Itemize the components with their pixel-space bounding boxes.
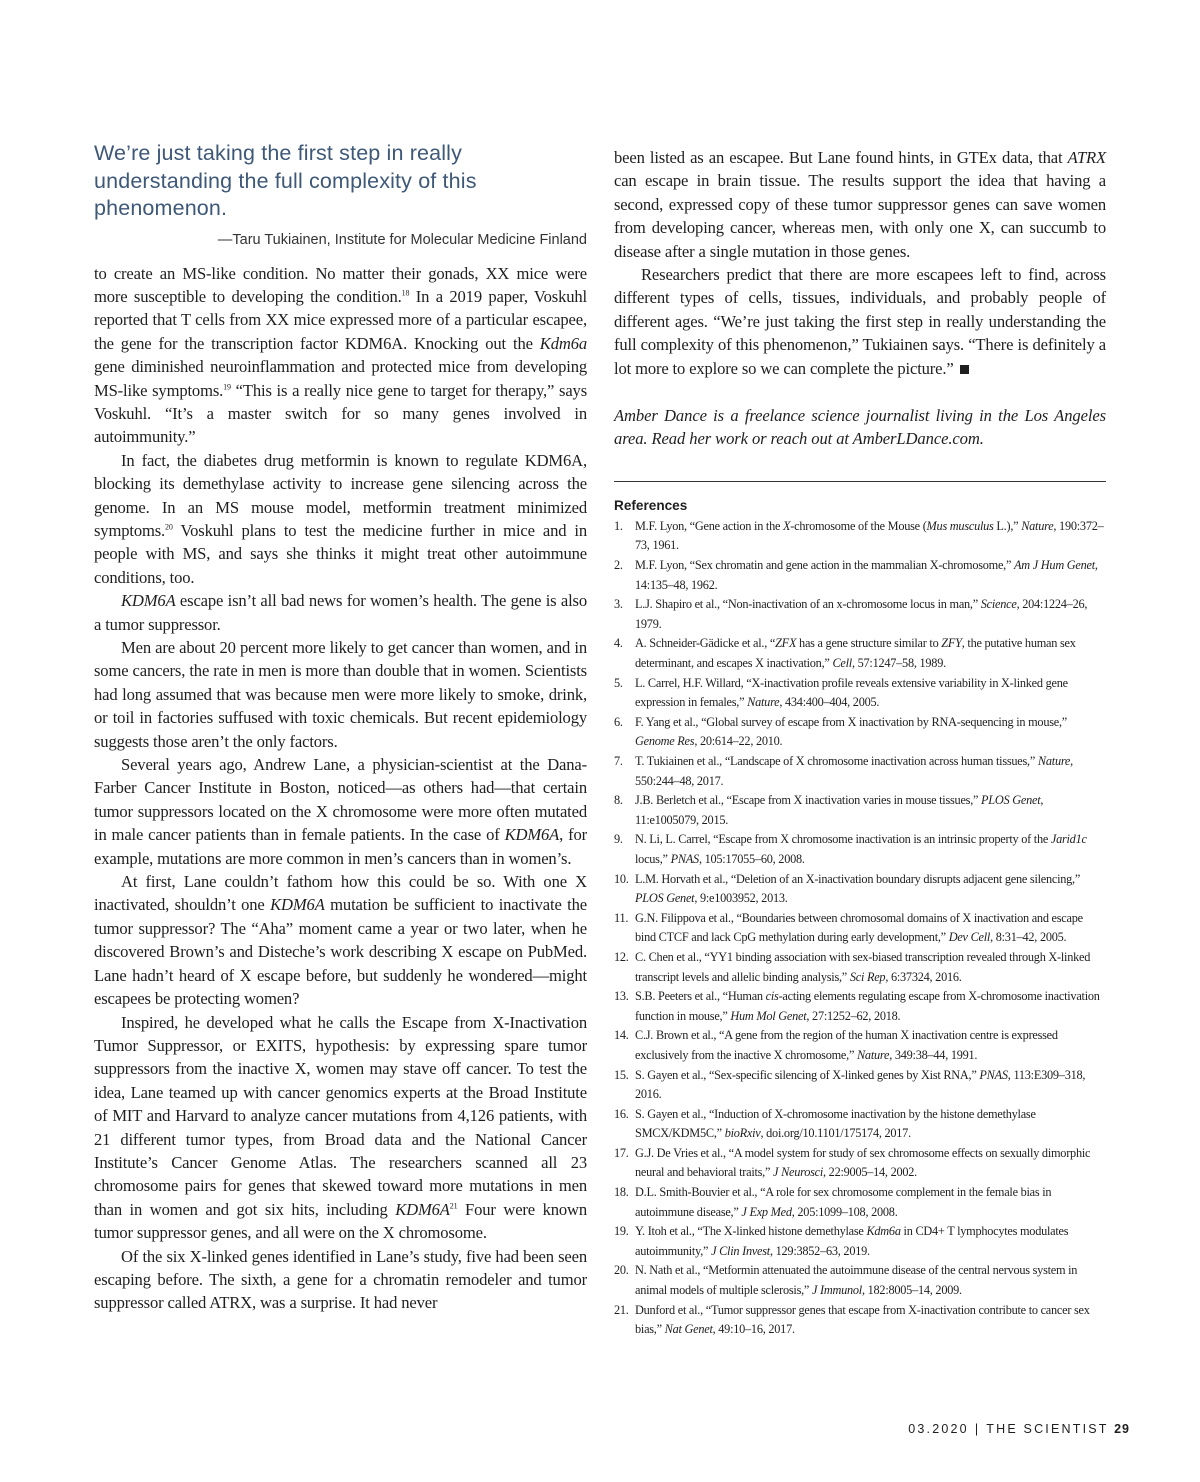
reference-item: 21. Dunford et al., “Tumor suppressor genes that escape from X-inactivation contribute to cancer sex bias,” Nat Genet, 49:10–16, 2017.	[614, 1302, 1090, 1337]
body-paragraph: Researchers predict that there are more escapees left to find, across different types of cells, tissues, individuals, and probably people of different ages. “We’re just taking the first step in really understanding the full complexity of this phenomenon,” Tukiainen says. “There is definitely a lot more to explore so we can complete the picture.”	[614, 265, 1106, 378]
issue-date: 03.2020	[908, 1422, 969, 1436]
reference-item: 17. G.J. De Vries et al., “A model system for study of sex chromosome effects on sexually dimorphic neural and behavioral traits,” J Neurosci, 22:9005–14, 2002.	[614, 1145, 1091, 1180]
body-paragraph: Of the six X-linked genes identified in Lane’s study, five had been seen escaping before. The sixth, a gene for a chromatin remodeler and tumor suppressor called ATRX, was a surprise. It had never	[94, 1246, 587, 1313]
body-paragraph: to create an MS-like condition. No matter their gonads, XX mice were more susceptible to developing the condition.$^{18}$ In a 2019 paper, Voskuhl reported that T cells from XX mice expressed more of a particular escapee, the gene for the transcription factor KDM6A. Knocking out the Kdm6a gene diminished neuroinflammation and protected mice from developing MS-like symptoms.$^{19}$ “This is a really nice gene to target for therapy,” says Voskuhl. “It’s a master switch for so many genes involved in autoimmunity.”	[94, 263, 587, 447]
reference-number: 14.	[614, 1028, 629, 1043]
author-bio: Amber Dance is a freelance science journalist living in the Los Angeles area. Read her work or reach out at AmberLDance.com.	[614, 406, 1106, 449]
footnote-ref: 19	[223, 382, 231, 391]
reference-item: 8. J.B. Berletch et al., “Escape from X inactivation varies in mouse tissues,” PLOS Genet, 11:e1005079, 2015.	[614, 793, 1044, 827]
reference-item: 9. N. Li, L. Carrel, “Escape from X chromosome inactivation is an intrinsic property of the Jarid1c locus,” PNAS, 105:17055–60, 2008.	[614, 832, 1087, 866]
left-column	[94, 140, 587, 1315]
end-mark-icon	[960, 365, 969, 374]
reference-item: 12. C. Chen et al., “YY1 binding association with sex-biased transcription revealed through X-linked transcript levels and allelic binding analysis,” Sci Rep, 6:37324, 2016.	[614, 949, 1091, 984]
body-paragraph: Several years ago, Andrew Lane, a physician-scientist at the Dana-Farber Cancer Institute in Boston, noticed—as others had—that certain tumor suppressors located on the X chromosome were more often mutated in male cancer patients than in female patients. In the case of KDM6A, for example, mutations are more common in men’s cancers than in women’s.	[94, 755, 587, 868]
reference-number: 21.	[614, 1302, 629, 1317]
reference-number: 20.	[614, 1263, 629, 1278]
reference-item: 11. G.N. Filippova et al., “Boundaries between chromosomal domains of X inactivation and escape bind CTCF and lack CpG methylation during early development,” Dev Cell, 8:31–42, 2005.	[614, 910, 1083, 945]
reference-number: 15.	[614, 1067, 629, 1082]
reference-number: 18.	[614, 1185, 629, 1200]
reference-item: 19. Y. Itoh et al., “The X-linked histone demethylase Kdm6a in CD4+ T lymphocytes modulates autoimmunity,” J Clin Invest, 129:3852–63, 2019.	[614, 1224, 1069, 1258]
reference-item: 18. D.L. Smith-Bouvier et al., “A role for sex chromosome complement in the female bias in autoimmune disease,” J Exp Med, 205:1099–108, 2008.	[614, 1185, 1052, 1219]
reference-item: 16. S. Gayen et al., “Induction of X-chromosome inactivation by the histone demethylase SMCX/KDM5C,” bioRxiv, doi.org/10.1101/175174, 2017.	[614, 1106, 1036, 1141]
reference-item: 13. S.B. Peeters et al., “Human cis-acting elements regulating escape from X-chromosome inactivation function in mouse,” Hum Mol Genet, 27:1252–62, 2018.	[614, 989, 1100, 1023]
footer-separator: |	[974, 1422, 981, 1436]
body-paragraph: Inspired, he developed what he calls the Escape from X-Inactivation Tumor Suppressor, or EXITS, hypothesis: by expressing spare tumor suppressors from the inactive X, women may stave off cancer. To test the idea, Lane teamed up with cancer genomics experts at the Broad Institute of MIT and Harvard to analyze cancer mutations from 4,126 patients, with 21 different tumor types, from Broad data and the National Cancer Institute’s Cancer Genome Atlas. The researchers scanned all 23 chromosome pairs for genes that skewed toward more mutations in men than in women and got six hits, including $KDM6A^{21}$ Four were known tumor suppressor genes, and all were on the X chromosome.	[94, 1012, 587, 1243]
body-paragraph: KDM6A escape isn’t all bad news for women’s health. The gene is also a tumor suppressor.	[94, 591, 587, 634]
references-list	[614, 517, 1106, 1340]
reference-item: 7. T. Tukiainen et al., “Landscape of X chromosome inactivation across human tissues,” Nature, 550:244–48, 2017.	[614, 754, 1073, 788]
reference-number: 2.	[614, 558, 623, 573]
references-divider	[614, 481, 1106, 482]
reference-number: 1.	[614, 518, 623, 533]
reference-number: 16.	[614, 1106, 629, 1121]
reference-item: 20. N. Nath et al., “Metformin attenuated the autoimmune disease of the central nervous system in animal models of multiple sclerosis,” J Immunol, 182:8005–14, 2009.	[614, 1263, 1078, 1298]
reference-number: 19.	[614, 1224, 629, 1239]
footnote-ref: 20	[165, 522, 173, 532]
reference-item: 2. M.F. Lyon, “Sex chromatin and gene action in the mammalian X-chromosome,” Am J Hum Genet, 14:135–48, 1962.	[614, 558, 1098, 592]
reference-number: 5.	[614, 675, 623, 690]
references-heading: References	[614, 497, 688, 513]
page-number: 29	[1114, 1422, 1130, 1436]
pull-quote: We’re just taking the first step in really understanding the full complexity of this phenomenon.	[94, 141, 477, 220]
reference-number: 12.	[614, 949, 629, 964]
right-column	[614, 146, 1106, 1340]
reference-item: 1. M.F. Lyon, “Gene action in the X-chromosome of the Mouse (Mus musculus L.),” Nature, 190:372–73, 1961.	[614, 518, 1104, 553]
reference-item: 15. S. Gayen et al., “Sex-specific silencing of X-linked genes by Xist RNA,” PNAS, 113:E309–318, 2016.	[614, 1067, 1086, 1102]
reference-number: 8.	[614, 793, 623, 808]
body-paragraph: At first, Lane couldn’t fathom how this could be so. With one X inactivated, shouldn’t one KDM6A mutation be sufficient to inactivate the tumor suppressor? The “Aha” moment came a year or two later, when he discovered Brown’s and Disteche’s work describing X escape on PubMed. Lane hadn’t heard of X escape before, but suddenly he wondered—might escapees be protecting women?	[94, 872, 587, 1009]
reference-item: 14. C.J. Brown et al., “A gene from the region of the human X inactivation centre is expressed exclusively from the inactive X chromosome,” Nature, 349:38–44, 1991.	[614, 1028, 1058, 1062]
body-paragraph: Men are about 20 percent more likely to get cancer than women, and in some cancers, the rate in men is more than double that in women. Scientists had long assumed that was because men were more likely to smoke, drink, or toil in factories suffused with toxic chemicals. But recent epidemiology suggests those aren’t the only factors.	[94, 638, 587, 751]
reference-item: 6. F. Yang et al., “Global survey of escape from X inactivation by RNA-sequencing in mouse,” Genome Res, 20:614–22, 2010.	[614, 714, 1067, 749]
reference-number: 3.	[614, 597, 623, 612]
reference-number: 17.	[614, 1145, 629, 1160]
reference-item: 10. L.M. Horvath et al., “Deletion of an X-inactivation boundary disrupts adjacent gene silencing,” PLOS Genet, 9:e1003952, 2013.	[614, 871, 1081, 906]
reference-number: 10.	[614, 871, 629, 886]
reference-item: 4. A. Schneider-Gädicke et al., “ZFX has a gene structure similar to ZFY, the putative human sex determinant, and escapes X inactivation,” Cell, 57:1247–58, 1989.	[614, 636, 1076, 671]
footnote-ref: 21	[449, 1201, 458, 1211]
reference-number: 6.	[614, 714, 623, 729]
reference-number: 7.	[614, 754, 623, 768]
pull-quote-attribution: —Taru Tukiainen, Institute for Molecular Medicine Finland	[217, 231, 587, 248]
page-footer	[908, 1422, 1130, 1436]
footnote-ref: 18	[401, 288, 410, 298]
publication-name: THE SCIENTIST	[986, 1422, 1109, 1436]
reference-number: 13.	[614, 989, 629, 1004]
reference-item: 5. L. Carrel, H.F. Willard, “X-inactivation profile reveals extensive variability in X-linked gene expression in females,” Nature, 434:400–404, 2005.	[614, 675, 1068, 710]
reference-number: 4.	[614, 636, 623, 651]
reference-number: 9.	[614, 832, 623, 847]
reference-item: 3. L.J. Shapiro et al., “Non-inactivation of an x-chromosome locus in man,” Science, 204:1224–26, 1979.	[614, 597, 1088, 631]
body-paragraph: been listed as an escapee. But Lane found hints, in GTEx data, that ATRX can escape in brain tissue. The results support the idea that having a second, expressed copy of these tumor suppressor genes can save women from developing cancer, whereas men, with only one X, can succumb to disease after a single mutation in those genes.	[614, 148, 1106, 261]
reference-number: 11.	[614, 910, 629, 925]
body-paragraph: In fact, the diabetes drug metformin is known to regulate KDM6A, blocking its demethylase activity to increase gene silencing across the genome. In an MS mouse model, metformin treatment minimized symptoms.$^{20}$ Voskuhl plans to test the medicine further in mice and in people with MS, and says she thinks it might treat other autoimmune conditions, too.	[94, 450, 587, 587]
